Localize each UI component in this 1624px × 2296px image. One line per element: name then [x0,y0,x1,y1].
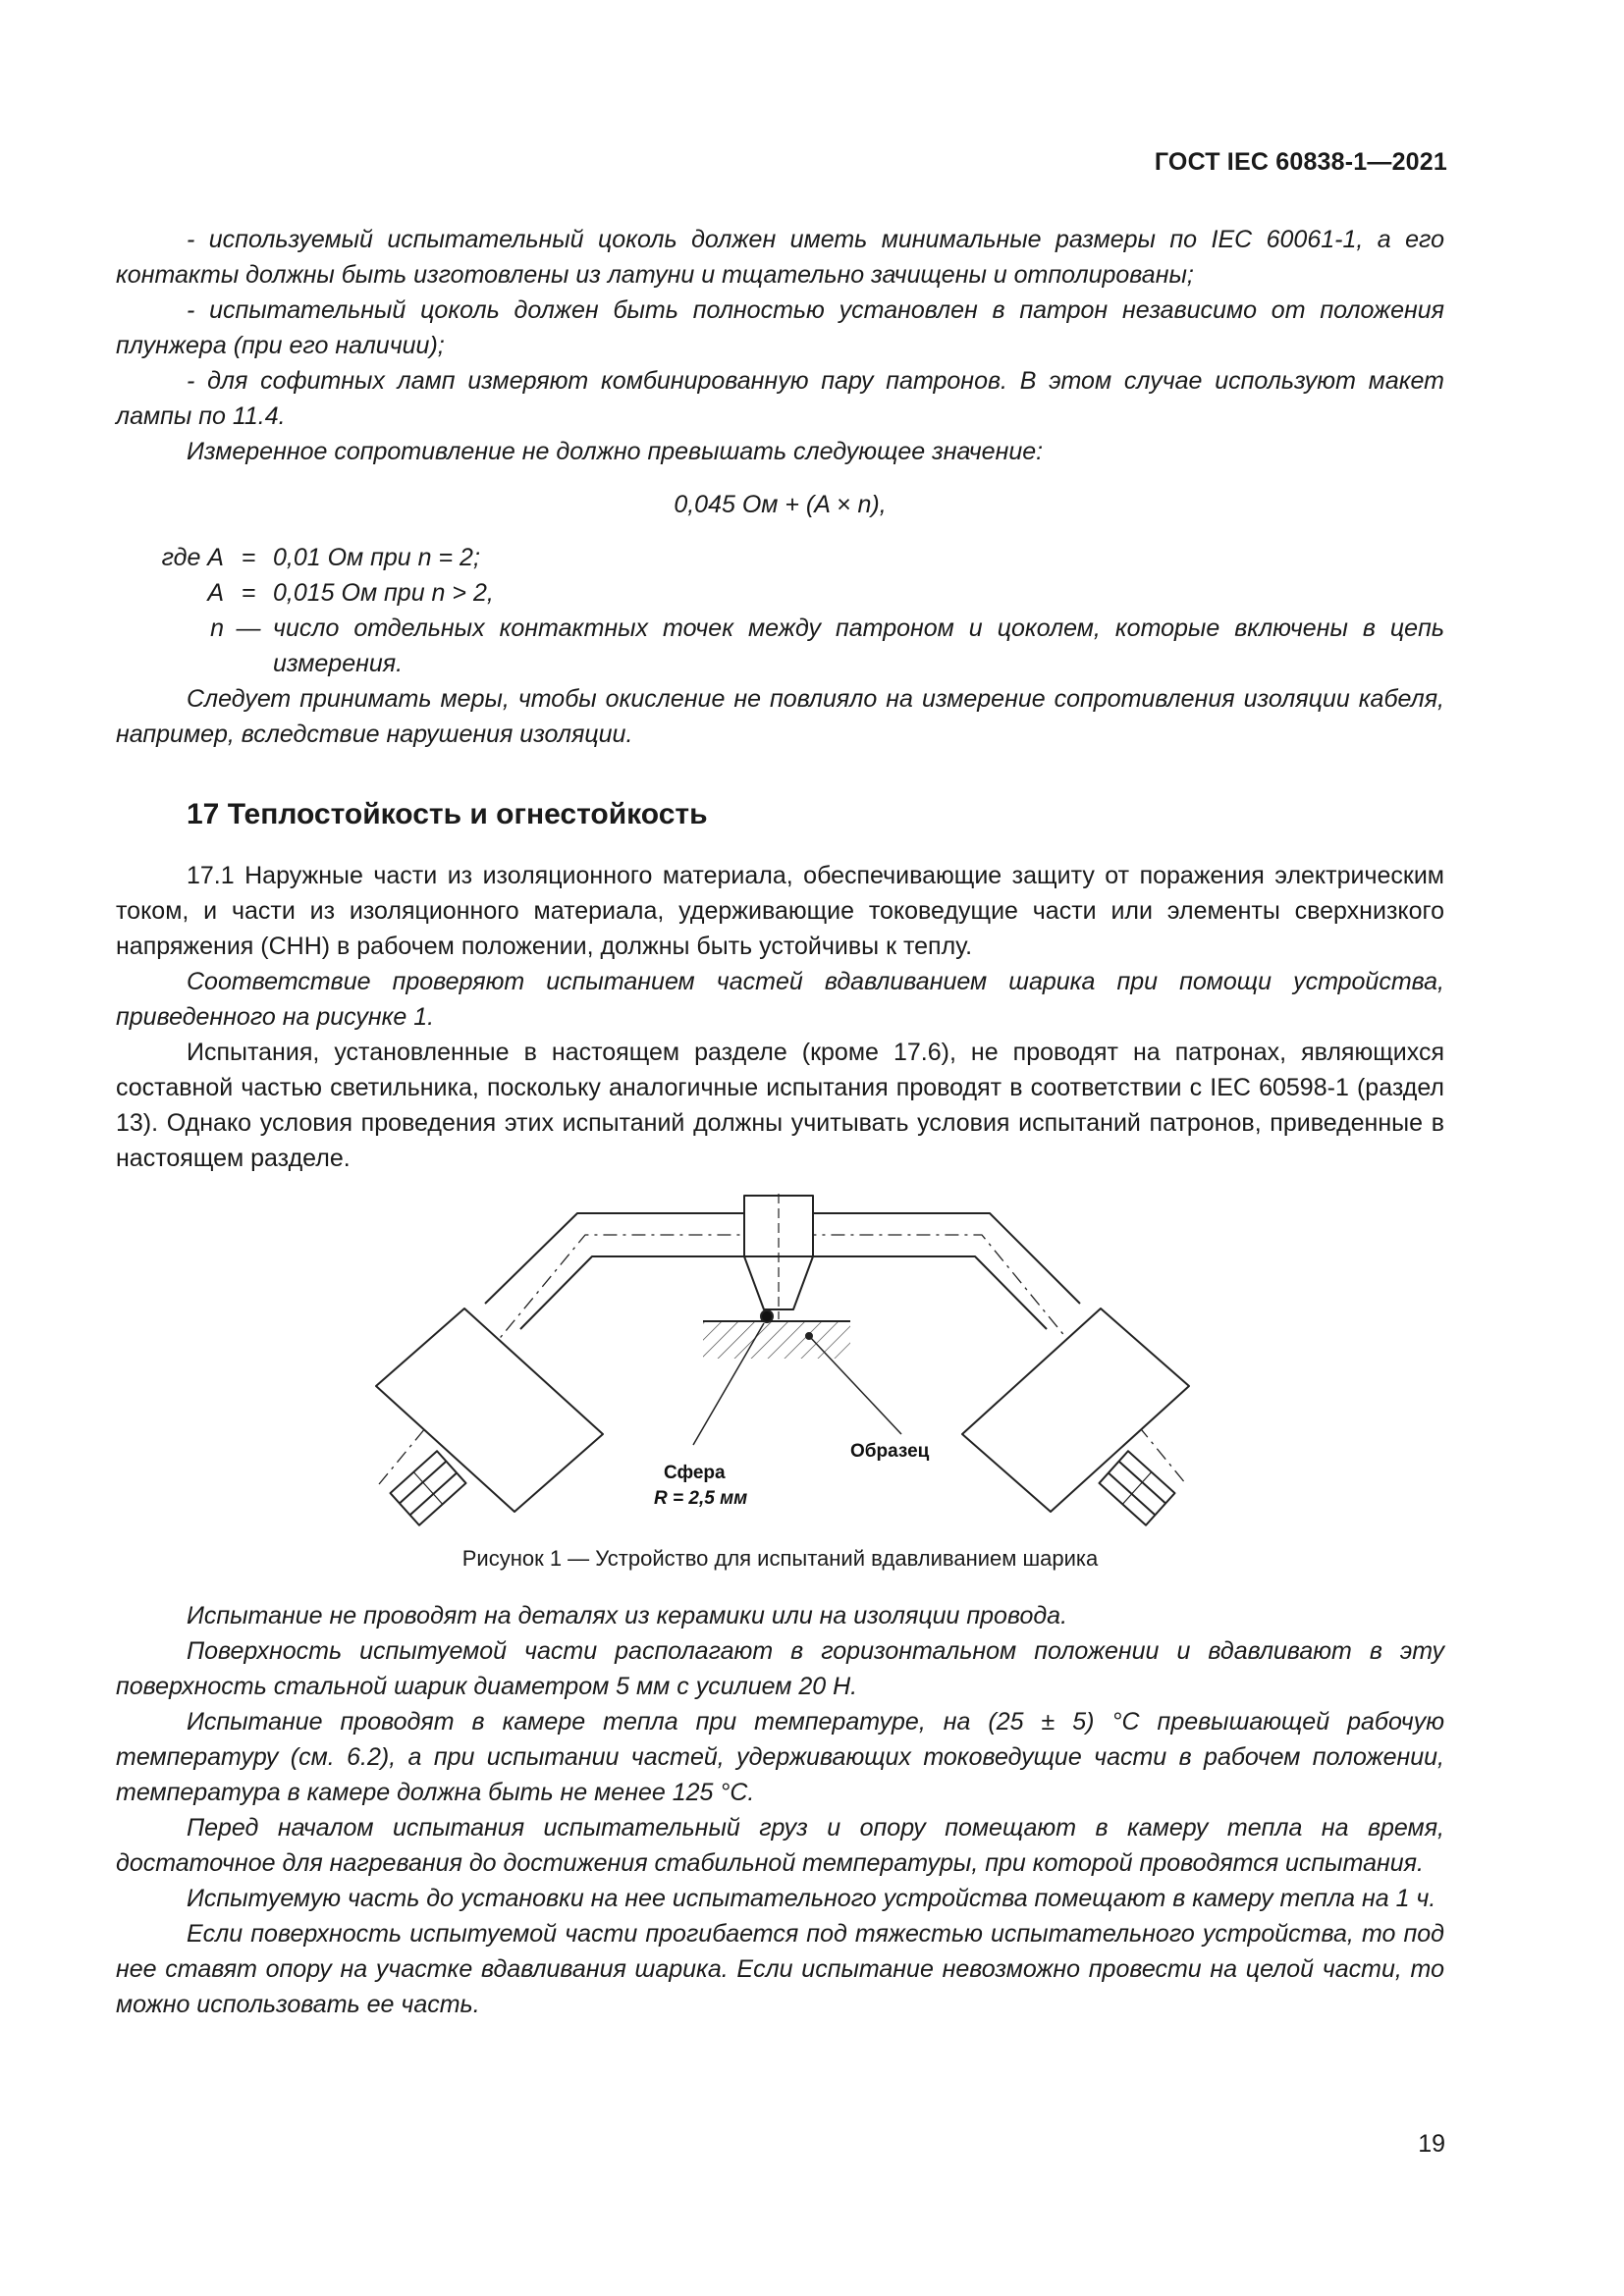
label-sphere: Сфера [664,1463,726,1483]
definition-text: 0,01 Ом при n = 2; [273,544,480,571]
definition-sign: = [241,579,256,607]
paragraph: - испытательный цоколь должен быть полностью установлен в патрон независимо от положения плунжера (при его наличии); [116,296,1444,359]
paragraph: Испытание проводят в камере тепла при температуре, на (25 ± 5) °С превышающей рабочую температуру (см. 6.2), а при испытании частей, удерживающих токоведущие части в рабочем положении, температура в камере должна быть не менее 125 °С. [116,1708,1444,1806]
specimen-block [703,1321,850,1359]
definition-row [116,611,1444,681]
definition-text: число отдельных контактных точек между патроном и цоколем, которые включены в цепь измерения. [273,614,1444,677]
definition-symbol: n [210,614,224,642]
paragraph: Поверхность испытуемой части располагают в горизонтальном положении и вдавливают в эту поверхность стальной шарик диаметром 5 мм с усилием 20 Н. [116,1637,1444,1700]
definition-row [116,575,1444,611]
label-sample: Образец [850,1441,930,1462]
paragraph: Испытания, установленные в настоящем разделе (кроме 17.6), не проводят на патронах, являющихся составной частью светильника, поскольку аналогичные испытания проводят в соответствии с IEC 60598-1 (раздел 13). Однако условия проведения этих испытаний должны учитывать условия испытаний патронов, приведенные в настоящем разделе. [116,1039,1444,1172]
paragraph: Испытуемую часть до установки на нее испытательного устройства помещают в камеру тепла на 1 ч. [187,1885,1436,1912]
steel-ball [761,1310,773,1322]
paragraph: Перед началом испытания испытательный груз и опору помещают в камеру тепла на время, достаточное для нагревания до достижения стабильной температуры, при которой проводятся испытания. [116,1814,1444,1877]
ball-pressure-apparatus-drawing [116,1194,1444,1537]
right-nut-icon [1099,1451,1174,1525]
paragraph: - используемый испытательный цоколь должен иметь минимальные размеры по IEC 60061-1, а его контакты должны быть изготовлены из латуни и тщательно зачищены и отполированы; [116,226,1444,289]
document-header: ГОСТ IEC 60838-1—2021 [1154,148,1447,176]
paragraph: Следует принимать меры, чтобы окисление не повлияло на измерение сопротивления изоляции кабеля, например, вследствие нарушения изоляции. [116,685,1444,748]
section-heading: 17 Теплостойкость и огнестойкость [187,798,708,830]
page-number: 19 [1418,2130,1445,2158]
paragraph: Измеренное сопротивление не должно превышать следующее значение: [187,438,1044,465]
left-nut-icon [390,1451,465,1525]
definition-text: 0,015 Ом при n > 2, [273,579,494,607]
paragraph: 17.1 Наружные части из изоляционного материала, обеспечивающие защиту от поражения электрическим током, и части из изоляционного материала, удерживающие токоведущие части или элементы сверхнизкого напряжения (СНН) в рабочем положении, должны быть устойчивы к теплу. [116,862,1444,960]
sample-leader-dot [806,1333,812,1339]
sample-leader [809,1336,901,1434]
paragraph: Соответствие проверяют испытанием частей вдавливанием шарика при помощи устройства, приведенного на рисунке 1. [116,968,1444,1031]
formula: 0,045 Ом + (A × n), [674,491,887,518]
definition-sign: = [241,544,256,571]
paragraph: Испытание не проводят на деталях из керамики или на изоляции провода. [187,1602,1068,1629]
paragraph: Если поверхность испытуемой части прогибается под тяжестью испытательного устройства, то под нее ставят опору на участке вдавливания шарика. Если испытание невозможно провести на целой части, то можно использовать ее часть. [116,1920,1444,2018]
definition-symbol: A [207,579,224,607]
figure-caption: Рисунок 1 — Устройство для испытаний вдавливанием шарика [461,1546,1099,1571]
label-radius: R = 2,5 мм [654,1488,748,1509]
paragraph: - для софитных ламп измеряют комбинированную пару патронов. В этом случае используют макет лампы по 11.4. [116,367,1444,430]
page-content [116,222,1444,2022]
definition-sign: — [236,614,261,642]
definition-row [116,540,1444,575]
figure-1 [116,1194,1444,1537]
definition-symbol: где A [161,544,224,571]
